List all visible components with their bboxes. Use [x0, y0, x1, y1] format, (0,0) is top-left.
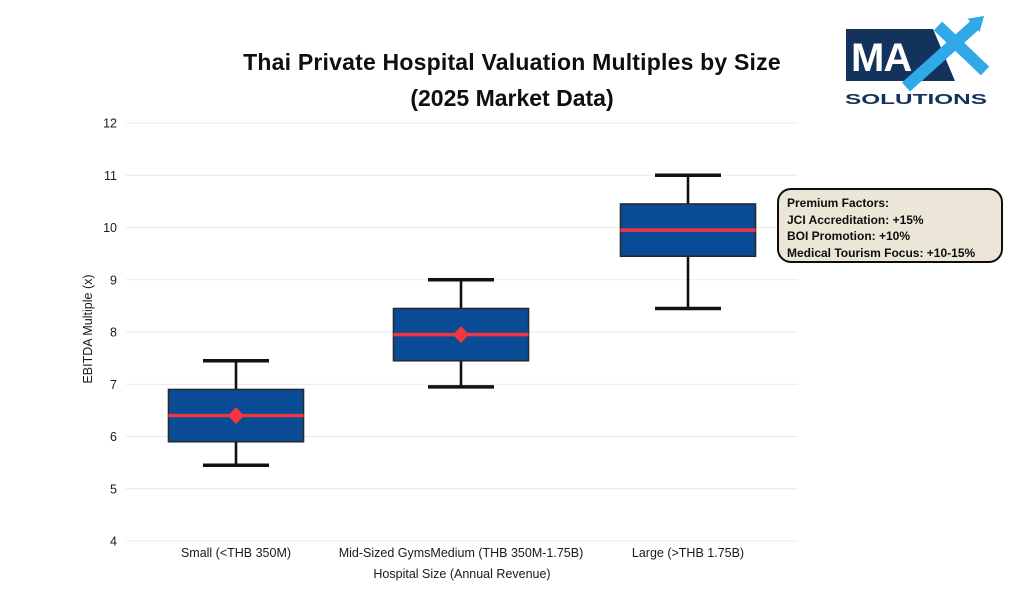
- x-tick-label: Mid-Sized GymsMedium (THB 350M-1.75B): [338, 546, 584, 560]
- y-tick-label: 5: [110, 482, 117, 497]
- y-tick-label: 8: [110, 325, 117, 340]
- y-axis-title: EBITDA Multiple (x): [81, 274, 95, 384]
- chart-title: Thai Private Hospital Valuation Multiples by Size: [243, 49, 781, 75]
- y-tick-label: 7: [110, 377, 117, 392]
- y-tick-label: 6: [110, 430, 117, 444]
- y-tick-label: 4: [110, 534, 117, 549]
- annotation-line-jci: JCI Accreditation: +15%: [787, 212, 924, 227]
- logo-solutions-text: SOLUTIONS: [845, 91, 987, 108]
- logo-ma-text: MA: [851, 36, 912, 80]
- x-tick-label: Small (<THB 350M): [180, 546, 292, 560]
- x-tick-label: Large (>THB 1.75B): [631, 546, 745, 560]
- annotation-line-title: Premium Factors:: [787, 196, 890, 210]
- premium-factors-annotation: [777, 188, 1003, 263]
- x-axis-title: Hospital Size (Annual Revenue): [373, 567, 551, 581]
- y-tick-label: 12: [103, 116, 117, 131]
- chart-subtitle: (2025 Market Data): [410, 85, 614, 111]
- y-tick-label: 10: [103, 221, 117, 235]
- logo-graphic: [843, 14, 993, 111]
- y-tick-label: 11: [104, 168, 117, 183]
- annotation-line-boi: BOI Promotion: +10%: [787, 229, 911, 243]
- y-tick-label: 9: [110, 273, 117, 288]
- max-solutions-logo: [843, 14, 993, 111]
- annotation-line-tourism: Medical Tourism Focus: +10-15%: [787, 245, 976, 260]
